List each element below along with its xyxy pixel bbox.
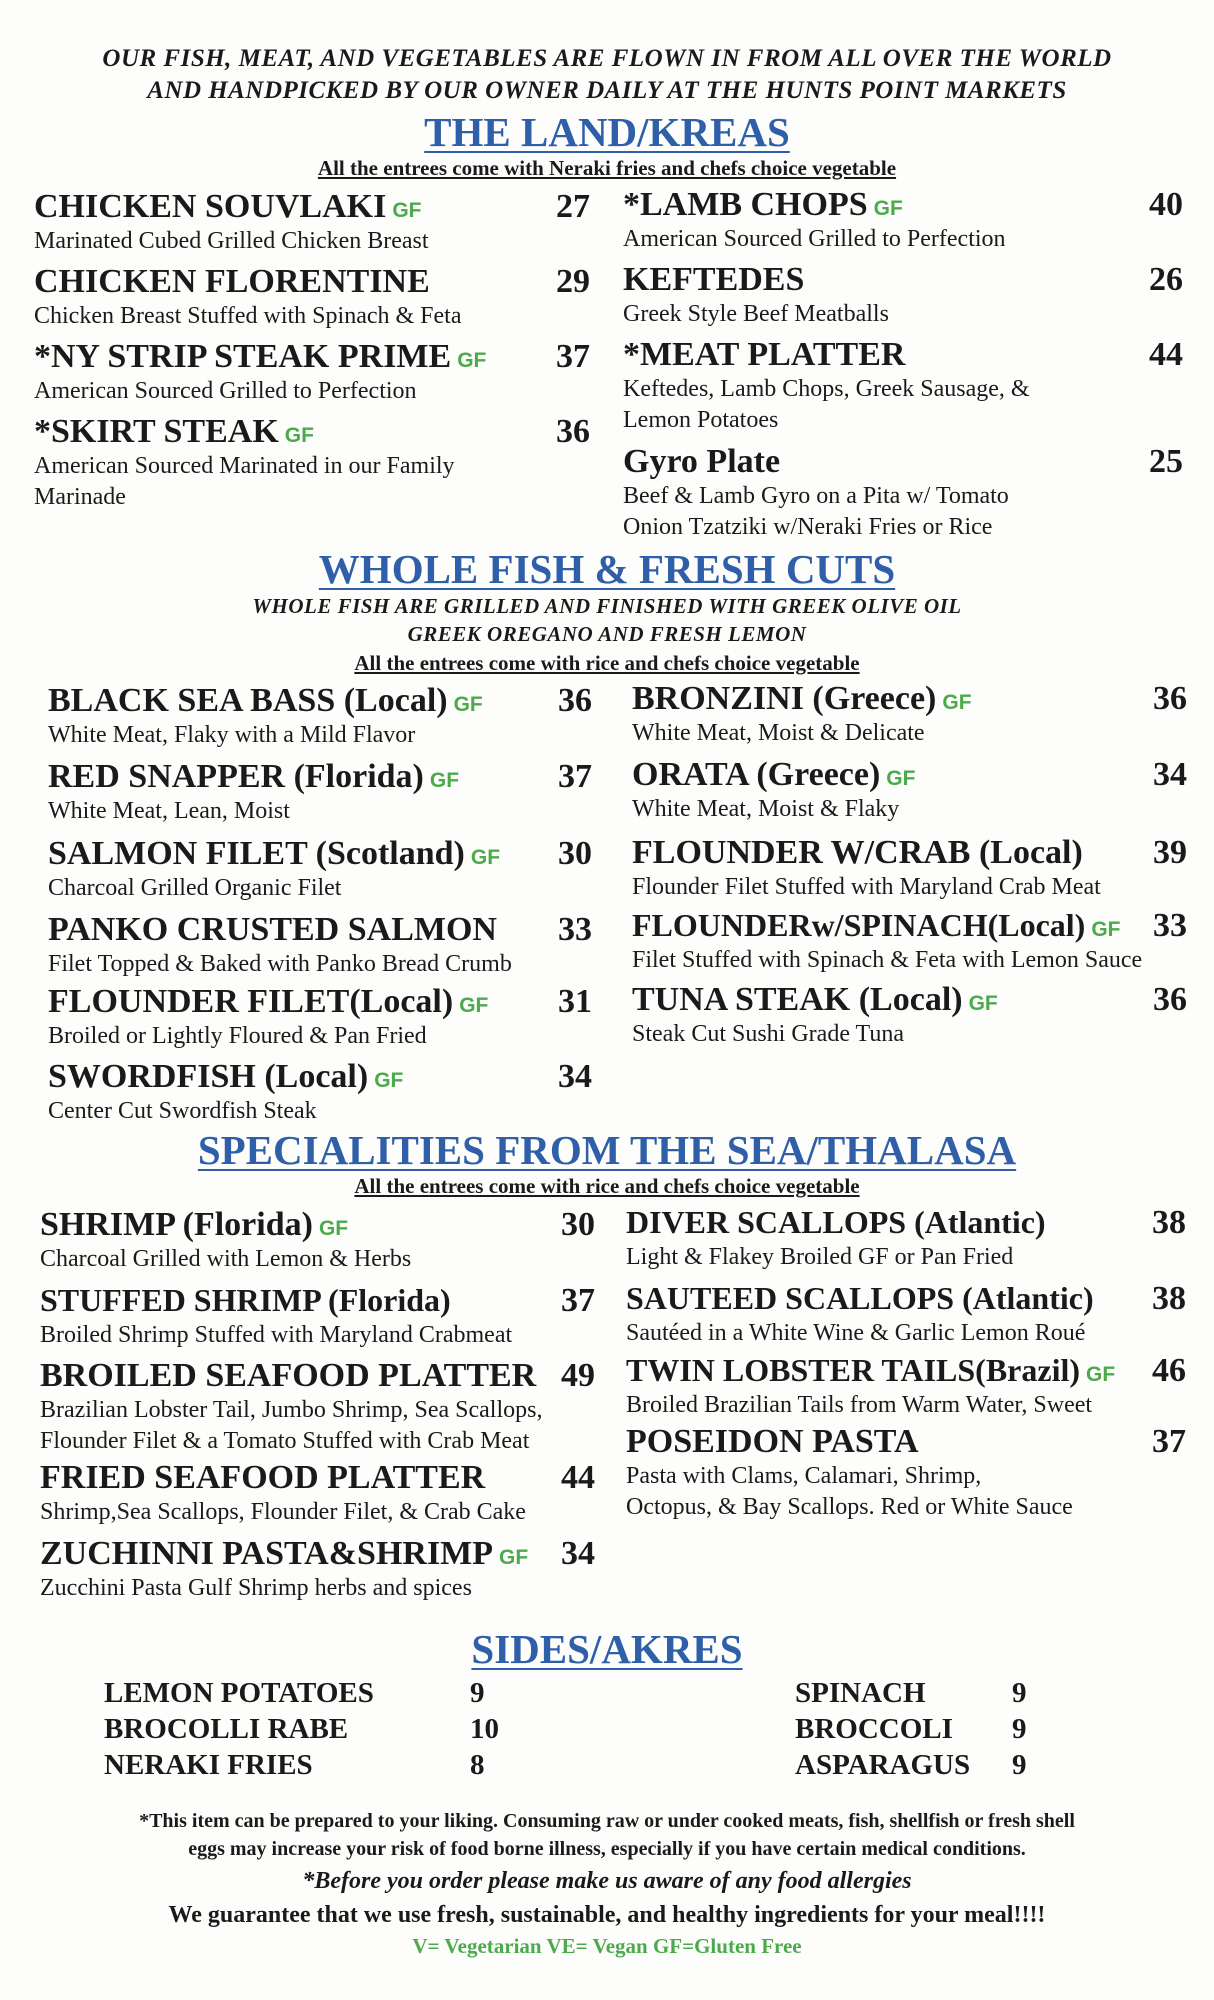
item-price: 38 xyxy=(1152,1280,1186,1317)
section-title-sides: SIDES/AKRES xyxy=(471,1626,743,1672)
menu-item xyxy=(632,981,1187,1047)
item-name: ORATA (Greece) xyxy=(632,756,881,793)
item-price: 36 xyxy=(1153,981,1187,1018)
menu-item xyxy=(626,1423,1186,1520)
menu-item xyxy=(40,1282,595,1348)
side-item-price: 9 xyxy=(470,1677,485,1709)
item-name: DIVER SCALLOPS (Atlantic) xyxy=(626,1204,1046,1240)
menu-item xyxy=(48,911,592,977)
item-name: CHICKEN FLORENTINE xyxy=(34,263,430,300)
menu-item xyxy=(48,835,592,901)
item-price: 49 xyxy=(561,1357,595,1394)
menu-item xyxy=(623,261,1183,327)
item-name-line xyxy=(40,1206,348,1244)
item-price: 44 xyxy=(561,1459,595,1496)
section-title-sea: SPECIALITIES FROM THE SEA/THALASA xyxy=(197,1127,1017,1173)
menu-item xyxy=(623,186,1183,252)
side-item-price: 8 xyxy=(470,1749,485,1781)
item-price: 37 xyxy=(556,338,590,375)
item-description: Onion Tzatziki w/Neraki Fries or Rice xyxy=(623,514,993,540)
item-name-line xyxy=(626,1352,1115,1389)
gluten-free-badge: GF xyxy=(1086,1363,1116,1386)
menu-item xyxy=(626,1352,1186,1418)
item-name: POSEIDON PASTA xyxy=(626,1423,919,1460)
gluten-free-badge: GF xyxy=(453,693,483,716)
item-price: 30 xyxy=(561,1206,595,1243)
item-name: SAUTEED SCALLOPS (Atlantic) xyxy=(626,1280,1094,1316)
item-price: 33 xyxy=(558,911,592,948)
intro-line-2: AND HANDPICKED BY OUR OWNER DAILY AT THE HUNTS POINT MARKETS xyxy=(147,77,1067,104)
item-name-line xyxy=(626,1204,1046,1241)
item-name-line xyxy=(40,1357,536,1395)
item-description: Pasta with Clams, Calamari, Shrimp, xyxy=(626,1463,982,1489)
item-name: BLACK SEA BASS (Local) xyxy=(48,682,448,719)
item-price: 46 xyxy=(1152,1352,1186,1389)
item-name-line xyxy=(48,911,497,949)
item-price: 40 xyxy=(1149,186,1183,223)
item-description: Light & Flakey Broiled GF or Pan Fried xyxy=(626,1244,1014,1270)
menu-item xyxy=(632,907,1187,973)
item-name-line xyxy=(48,983,488,1021)
menu-item xyxy=(34,413,590,510)
diet-legend: V= Vegetarian VE= Vegan GF=Gluten Free xyxy=(412,1934,802,1958)
item-name-line xyxy=(34,338,486,376)
gluten-free-badge: GF xyxy=(968,992,998,1015)
side-item-name: NERAKI FRIES xyxy=(104,1749,313,1781)
menu-item xyxy=(626,1204,1186,1270)
menu-item xyxy=(632,680,1187,746)
item-description: White Meat, Flaky with a Mild Flavor xyxy=(48,722,416,748)
item-description: American Sourced Grilled to Perfection xyxy=(623,226,1006,252)
item-description: Shrimp,Sea Scallops, Flounder Filet, & Crab Cake xyxy=(40,1499,526,1525)
disclaimer-line-1: *This item can be prepared to your liking. Consuming raw or under cooked meats, fish, shellfish or fresh shell xyxy=(139,1810,1075,1832)
item-name: FLOUNDERw/SPINACH(Local) xyxy=(632,907,1086,943)
allergy-note: *Before you order please make us aware of any food allergies xyxy=(302,1868,912,1894)
menu-item xyxy=(34,263,590,329)
item-name: TUNA STEAK (Local) xyxy=(632,981,963,1018)
item-description: Beef & Lamb Gyro on a Pita w/ Tomato xyxy=(623,483,1009,509)
side-item-price: 9 xyxy=(1012,1713,1027,1745)
gluten-free-badge: GF xyxy=(457,349,487,372)
item-price: 34 xyxy=(558,1058,592,1095)
item-name-line xyxy=(40,1459,485,1497)
item-description: Brazilian Lobster Tail, Jumbo Shrimp, Sea Scallops, xyxy=(40,1397,543,1423)
menu-item xyxy=(34,188,590,254)
side-item-name: SPINACH xyxy=(795,1677,926,1709)
item-price: 37 xyxy=(1152,1423,1186,1460)
item-name-line xyxy=(623,186,903,224)
item-price: 38 xyxy=(1152,1204,1186,1241)
item-name: TWIN LOBSTER TAILS(Brazil) xyxy=(626,1352,1081,1388)
item-description: Filet Topped & Baked with Panko Bread Crumb xyxy=(48,951,512,977)
item-price: 37 xyxy=(558,758,592,795)
gluten-free-badge: GF xyxy=(470,846,501,869)
disclaimer-line-2: eggs may increase your risk of food borne illness, especially if you have certain medical conditions. xyxy=(188,1838,1026,1860)
item-name: KEFTEDES xyxy=(623,261,805,298)
side-item-name: BROCCOLI xyxy=(795,1713,953,1745)
gluten-free-badge: GF xyxy=(374,1069,404,1092)
item-name: SWORDFISH (Local) xyxy=(48,1058,369,1095)
item-description: Charcoal Grilled Organic Filet xyxy=(48,875,342,901)
menu-item xyxy=(48,983,592,1049)
gluten-free-badge: GF xyxy=(429,769,460,792)
item-name-line xyxy=(632,907,1121,944)
item-name: RED SNAPPER (Florida) xyxy=(48,758,424,795)
item-price: 30 xyxy=(558,835,592,872)
item-name: *NY STRIP STEAK PRIME xyxy=(34,338,452,375)
item-name-line xyxy=(34,413,314,451)
menu-item xyxy=(48,682,592,748)
fish-subtitle-2: GREEK OREGANO AND FRESH LEMON xyxy=(407,622,807,646)
item-name: FLOUNDER W/CRAB (Local) xyxy=(632,834,1083,871)
gluten-free-badge: GF xyxy=(459,994,489,1017)
item-description: Keftedes, Lamb Chops, Greek Sausage, & xyxy=(623,376,1030,402)
item-price: 39 xyxy=(1153,834,1187,871)
item-name: STUFFED SHRIMP (Florida) xyxy=(40,1282,451,1318)
menu-item xyxy=(623,443,1183,540)
side-item-name: LEMON POTATOES xyxy=(104,1677,374,1709)
side-item-price: 9 xyxy=(1012,1677,1027,1709)
guarantee-note: We guarantee that we use fresh, sustainable, and healthy ingredients for your meal!!!! xyxy=(168,1902,1046,1928)
item-name: PANKO CRUSTED SALMON xyxy=(48,911,497,948)
side-item-price: 10 xyxy=(470,1713,499,1745)
section-title-fish: WHOLE FISH & FRESH CUTS xyxy=(318,546,896,592)
item-description: Sautéed in a White Wine & Garlic Lemon Roué xyxy=(626,1320,1086,1346)
section-title-land: THE LAND/KREAS xyxy=(424,109,790,155)
item-name-line xyxy=(632,756,915,794)
section-note-sea: All the entrees come with rice and chefs choice vegetable xyxy=(354,1174,860,1198)
gluten-free-badge: GF xyxy=(942,691,972,714)
item-name: CHICKEN SOUVLAKI xyxy=(34,188,387,225)
menu-item xyxy=(626,1280,1186,1346)
item-price: 36 xyxy=(1153,680,1187,717)
menu-item xyxy=(40,1535,595,1601)
item-price: 36 xyxy=(558,682,592,719)
item-description: Filet Stuffed with Spinach & Feta with Lemon Sauce xyxy=(632,947,1143,973)
item-price: 27 xyxy=(556,188,590,225)
menu-item xyxy=(632,834,1187,900)
item-name-line xyxy=(632,834,1083,872)
menu-item xyxy=(40,1459,595,1525)
item-description: Broiled Shrimp Stuffed with Maryland Crabmeat xyxy=(40,1322,513,1348)
item-name-line xyxy=(48,1058,403,1096)
item-description: American Sourced Marinated in our Family xyxy=(34,453,455,479)
menu-item xyxy=(48,1058,592,1124)
item-description: Center Cut Swordfish Steak xyxy=(48,1098,317,1124)
gluten-free-badge: GF xyxy=(499,1546,529,1569)
item-name-line xyxy=(40,1535,528,1573)
item-description: Lemon Potatoes xyxy=(623,407,779,433)
item-name-line xyxy=(623,443,780,481)
item-description: Steak Cut Sushi Grade Tuna xyxy=(632,1021,905,1047)
item-name-line xyxy=(632,680,972,718)
menu-item xyxy=(40,1357,595,1454)
item-name-line xyxy=(626,1280,1094,1317)
side-item-price: 9 xyxy=(1012,1749,1027,1781)
gluten-free-badge: GF xyxy=(873,197,903,220)
item-name: *MEAT PLATTER xyxy=(623,336,906,373)
item-description: Zucchini Pasta Gulf Shrimp herbs and spices xyxy=(40,1575,472,1601)
item-price: 34 xyxy=(1153,756,1187,793)
item-price: 36 xyxy=(556,413,590,450)
item-description: Marinated Cubed Grilled Chicken Breast xyxy=(34,228,429,254)
item-price: 29 xyxy=(556,263,590,300)
item-name: SALMON FILET (Scotland) xyxy=(48,835,465,872)
item-name-line xyxy=(48,835,500,873)
item-price: 34 xyxy=(561,1535,595,1572)
item-price: 33 xyxy=(1153,907,1187,944)
item-name: FLOUNDER FILET(Local) xyxy=(48,983,454,1020)
item-description: Greek Style Beef Meatballs xyxy=(623,301,889,327)
item-name-line xyxy=(48,682,483,720)
menu-item xyxy=(40,1206,595,1272)
item-name-line xyxy=(623,261,804,299)
item-name: *SKIRT STEAK xyxy=(34,413,279,450)
item-name-line xyxy=(632,981,998,1019)
item-description: Flounder Filet & a Tomato Stuffed with Crab Meat xyxy=(40,1428,530,1454)
item-name-line xyxy=(623,336,905,374)
fish-subtitle-1: WHOLE FISH ARE GRILLED AND FINISHED WITH GREEK OLIVE OIL xyxy=(252,594,962,618)
item-name: BRONZINI (Greece) xyxy=(632,680,937,717)
item-description: Broiled Brazilian Tails from Warm Water, Sweet xyxy=(626,1392,1093,1418)
item-price: 26 xyxy=(1149,261,1183,298)
menu-item xyxy=(48,758,592,824)
item-description: Charcoal Grilled with Lemon & Herbs xyxy=(40,1246,412,1272)
gluten-free-badge: GF xyxy=(392,199,422,222)
item-name-line xyxy=(34,263,430,301)
item-name: BROILED SEAFOOD PLATTER xyxy=(40,1357,537,1394)
item-description: Octopus, & Bay Scallops. Red or White Sauce xyxy=(626,1494,1073,1520)
item-name-line xyxy=(48,758,459,796)
menu-item xyxy=(34,338,590,404)
item-name: SHRIMP (Florida) xyxy=(40,1206,313,1243)
gluten-free-badge: GF xyxy=(1091,918,1121,941)
item-name-line xyxy=(34,188,422,226)
item-price: 25 xyxy=(1149,443,1183,480)
gluten-free-badge: GF xyxy=(318,1217,349,1240)
item-name: FRIED SEAFOOD PLATTER xyxy=(40,1459,486,1496)
item-price: 44 xyxy=(1149,336,1183,373)
item-description: White Meat, Moist & Flaky xyxy=(632,796,900,822)
gluten-free-badge: GF xyxy=(886,767,916,790)
intro-line-1: OUR FISH, MEAT, AND VEGETABLES ARE FLOWN IN FROM ALL OVER THE WORLD xyxy=(102,45,1112,72)
item-description: White Meat, Moist & Delicate xyxy=(632,720,925,746)
item-description: Broiled or Lightly Floured & Pan Fried xyxy=(48,1023,427,1049)
item-name-line xyxy=(40,1282,451,1319)
section-note-land: All the entrees come with Neraki fries and chefs choice vegetable xyxy=(317,156,897,180)
item-name-line xyxy=(626,1423,919,1461)
gluten-free-badge: GF xyxy=(284,424,314,447)
item-description: White Meat, Lean, Moist xyxy=(48,798,290,824)
item-description: American Sourced Grilled to Perfection xyxy=(34,378,417,404)
side-item-name: ASPARAGUS xyxy=(795,1749,971,1781)
item-name: ZUCHINNI PASTA&SHRIMP xyxy=(40,1535,494,1572)
item-name: *LAMB CHOPS xyxy=(623,186,868,223)
item-description: Chicken Breast Stuffed with Spinach & Feta xyxy=(34,303,462,329)
menu-item xyxy=(632,756,1187,822)
item-description: Flounder Filet Stuffed with Maryland Crab Meat xyxy=(632,874,1101,900)
item-price: 31 xyxy=(558,983,592,1020)
section-note-fish: All the entrees come with rice and chefs choice vegetable xyxy=(354,651,860,675)
item-price: 37 xyxy=(561,1282,595,1319)
item-description: Marinade xyxy=(34,484,126,510)
menu-item xyxy=(623,336,1183,433)
side-item-name: BROCOLLI RABE xyxy=(104,1713,349,1745)
item-name: Gyro Plate xyxy=(623,443,781,480)
